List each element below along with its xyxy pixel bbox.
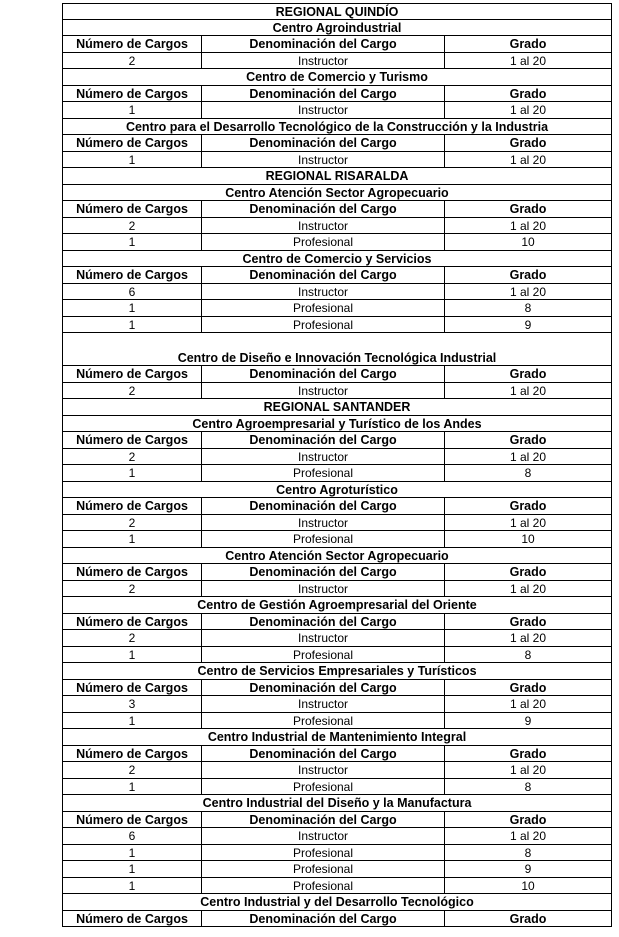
cell-grade: 8 — [524, 466, 532, 480]
center-row — [63, 597, 611, 614]
table-row — [63, 845, 611, 862]
cell-grade: 8 — [524, 845, 532, 860]
header-count: Número de Cargos — [76, 202, 188, 216]
center-row — [63, 416, 611, 433]
column-header-row — [63, 614, 611, 631]
header-grade: Grado — [509, 136, 547, 150]
center-row — [63, 185, 611, 202]
cell-grade: 1 al 20 — [509, 631, 547, 645]
header-grade: Grado — [509, 268, 547, 282]
header-name: Denominación del Cargo — [201, 498, 445, 514]
cell-name: Instructor — [201, 828, 445, 844]
cell-count: 2 — [128, 383, 136, 398]
header-count: Número de Cargos — [76, 136, 188, 150]
header-count: Número de Cargos — [76, 367, 188, 381]
column-header-row — [63, 86, 611, 103]
cell-name: Profesional — [201, 234, 445, 250]
cell-name: Instructor — [201, 102, 445, 118]
cell-grade: 9 — [524, 862, 532, 876]
table-row — [63, 630, 611, 647]
header-count: Número de Cargos — [76, 746, 188, 761]
cell-grade: 1 al 20 — [509, 218, 547, 233]
table-row — [63, 317, 611, 334]
table-row — [63, 515, 611, 532]
cell-name: Instructor — [201, 762, 445, 778]
table-row — [63, 878, 611, 895]
column-header-row — [63, 911, 611, 928]
cell-count: 6 — [128, 284, 136, 299]
cell-grade: 1 al 20 — [509, 103, 547, 117]
header-count: Número de Cargos — [76, 680, 188, 695]
region-row — [63, 399, 611, 416]
header-grade: Grado — [509, 367, 547, 381]
cell-grade: 1 al 20 — [509, 449, 547, 464]
cell-name: Profesional — [201, 845, 445, 861]
header-grade: Grado — [509, 680, 547, 695]
column-header-row — [63, 135, 611, 152]
cell-name: Profesional — [201, 779, 445, 795]
table-row — [63, 531, 611, 548]
header-name: Denominación del Cargo — [201, 746, 445, 762]
column-header-row — [63, 267, 611, 284]
cell-grade: 8 — [524, 301, 532, 315]
cell-count: 1 — [128, 301, 136, 315]
cell-count: 2 — [128, 631, 136, 645]
center-row — [63, 69, 611, 86]
center-title: Centro Industrial del Diseño y la Manufactura — [202, 796, 472, 810]
center-title: Centro de Diseño e Innovación Tecnológica Industrial — [177, 350, 497, 365]
cell-grade: 10 — [521, 878, 535, 893]
header-grade: Grado — [509, 86, 547, 101]
table-row — [63, 762, 611, 779]
center-title: Centro Agroempresarial y Turístico de los Andes — [192, 416, 482, 431]
cell-grade: 1 al 20 — [509, 829, 547, 843]
positions-table — [62, 3, 612, 927]
cell-count: 1 — [128, 532, 136, 546]
center-title: Centro Agroindustrial — [272, 20, 402, 35]
center-row — [63, 729, 611, 746]
table-row — [63, 300, 611, 317]
center-row — [63, 20, 611, 37]
cell-name: Instructor — [201, 515, 445, 531]
table-row — [63, 861, 611, 878]
center-row — [63, 119, 611, 136]
center-title: Centro de Servicios Empresariales y Turísticos — [197, 664, 477, 678]
header-name: Denominación del Cargo — [201, 614, 445, 630]
cell-count: 3 — [128, 697, 136, 711]
center-row — [63, 795, 611, 812]
header-count: Número de Cargos — [76, 499, 188, 513]
header-count: Número de Cargos — [76, 565, 188, 579]
table-row — [63, 284, 611, 301]
center-title: Centro de Comercio y Turismo — [246, 70, 428, 84]
cell-count: 1 — [128, 779, 136, 794]
cell-count: 1 — [128, 713, 136, 728]
cell-name: Instructor — [201, 284, 445, 300]
header-count: Número de Cargos — [76, 911, 188, 926]
center-row — [63, 350, 611, 367]
table-row — [63, 713, 611, 730]
table-row — [63, 102, 611, 119]
cell-count: 1 — [128, 647, 136, 662]
cell-name: Profesional — [201, 300, 445, 316]
cell-grade: 1 al 20 — [509, 284, 547, 299]
header-name: Denominación del Cargo — [201, 366, 445, 382]
header-name: Denominación del Cargo — [201, 267, 445, 283]
cell-grade: 10 — [521, 532, 535, 546]
table-row — [63, 465, 611, 482]
cell-count: 1 — [128, 878, 136, 893]
cell-count: 2 — [128, 449, 136, 464]
cell-grade: 1 al 20 — [509, 383, 547, 398]
cell-grade: 1 al 20 — [509, 152, 547, 167]
center-row — [63, 548, 611, 565]
cell-grade: 9 — [524, 713, 532, 728]
header-grade: Grado — [509, 746, 547, 761]
column-header-row — [63, 36, 611, 53]
table-row — [63, 696, 611, 713]
center-row — [63, 482, 611, 499]
cell-count: 2 — [128, 218, 136, 233]
center-title: Centro de Gestión Agroempresarial del Oriente — [197, 598, 477, 612]
header-grade: Grado — [509, 433, 547, 447]
table-row — [63, 218, 611, 235]
center-title: Centro Industrial y del Desarrollo Tecnológico — [200, 895, 474, 909]
cell-name: Instructor — [201, 383, 445, 399]
header-name: Denominación del Cargo — [201, 201, 445, 217]
column-header-row — [63, 746, 611, 763]
header-count: Número de Cargos — [76, 37, 188, 51]
region-title: REGIONAL RISARALDA — [265, 169, 409, 183]
cell-name: Instructor — [201, 53, 445, 69]
center-title: Centro Agroturístico — [276, 482, 398, 497]
table-row — [63, 234, 611, 251]
table-row — [63, 152, 611, 169]
header-name: Denominación del Cargo — [201, 680, 445, 696]
header-name: Denominación del Cargo — [201, 36, 445, 52]
cell-name: Profesional — [201, 531, 445, 547]
header-name: Denominación del Cargo — [201, 812, 445, 828]
header-count: Número de Cargos — [76, 433, 188, 447]
header-name: Denominación del Cargo — [201, 135, 445, 151]
table-row — [63, 779, 611, 796]
center-title: Centro Industrial de Mantenimiento Integral — [207, 730, 467, 744]
table-row — [63, 383, 611, 400]
header-grade: Grado — [509, 911, 547, 926]
column-header-row — [63, 564, 611, 581]
cell-name: Instructor — [201, 630, 445, 646]
header-name: Denominación del Cargo — [201, 86, 445, 102]
cell-name: Instructor — [201, 581, 445, 597]
column-header-row — [63, 432, 611, 449]
header-count: Número de Cargos — [76, 268, 188, 282]
center-title: Centro Atención Sector Agropecuario — [225, 185, 449, 200]
header-count: Número de Cargos — [76, 812, 188, 827]
cell-count: 2 — [128, 515, 136, 530]
center-row — [63, 663, 611, 680]
cell-count: 2 — [128, 763, 136, 777]
center-title: Centro para el Desarrollo Tecnológico de la Construcción y la Industria — [125, 119, 549, 134]
table-row — [63, 647, 611, 664]
center-title: Centro Atención Sector Agropecuario — [225, 548, 449, 563]
center-title: Centro de Comercio y Servicios — [242, 251, 432, 266]
header-grade: Grado — [509, 812, 547, 827]
column-header-row — [63, 812, 611, 829]
cell-grade: 1 al 20 — [509, 697, 547, 711]
header-name: Denominación del Cargo — [201, 911, 445, 927]
cell-grade: 1 al 20 — [509, 515, 547, 530]
header-name: Denominación del Cargo — [201, 564, 445, 580]
table-row — [63, 53, 611, 70]
cell-count: 1 — [128, 235, 136, 249]
cell-grade: 9 — [524, 317, 532, 332]
cell-grade: 8 — [524, 779, 532, 794]
center-row — [63, 894, 611, 911]
cell-count: 2 — [128, 581, 136, 596]
cell-count: 1 — [128, 103, 136, 117]
cell-grade: 1 al 20 — [509, 581, 547, 596]
column-header-row — [63, 498, 611, 515]
cell-grade: 1 al 20 — [509, 53, 547, 68]
region-row — [63, 168, 611, 185]
cell-name: Profesional — [201, 317, 445, 333]
cell-name: Instructor — [201, 449, 445, 465]
section-spacer — [63, 333, 611, 350]
cell-name: Profesional — [201, 713, 445, 729]
cell-name: Profesional — [201, 878, 445, 894]
region-title: REGIONAL QUINDÍO — [275, 5, 399, 19]
cell-grade: 10 — [521, 235, 535, 249]
center-row — [63, 251, 611, 268]
cell-grade: 8 — [524, 647, 532, 662]
cell-name: Profesional — [201, 647, 445, 663]
header-count: Número de Cargos — [76, 614, 188, 629]
cell-name: Instructor — [201, 152, 445, 168]
cell-grade: 1 al 20 — [509, 763, 547, 777]
table-row — [63, 581, 611, 598]
column-header-row — [63, 680, 611, 697]
cell-count: 1 — [128, 317, 136, 332]
header-grade: Grado — [509, 499, 547, 513]
cell-count: 2 — [128, 53, 136, 68]
header-name: Denominación del Cargo — [201, 432, 445, 448]
column-header-row — [63, 366, 611, 383]
cell-name: Instructor — [201, 218, 445, 234]
header-grade: Grado — [509, 202, 547, 216]
cell-count: 6 — [128, 829, 136, 843]
cell-count: 1 — [128, 152, 136, 167]
region-row — [63, 3, 611, 20]
cell-count: 1 — [128, 466, 136, 480]
region-title: REGIONAL SANTANDER — [263, 400, 411, 414]
table-row — [63, 828, 611, 845]
cell-count: 1 — [128, 845, 136, 860]
cell-count: 1 — [128, 862, 136, 876]
header-grade: Grado — [509, 614, 547, 629]
header-count: Número de Cargos — [76, 86, 188, 101]
cell-name: Profesional — [201, 861, 445, 877]
table-row — [63, 449, 611, 466]
header-grade: Grado — [509, 565, 547, 579]
header-grade: Grado — [509, 37, 547, 51]
cell-name: Profesional — [201, 465, 445, 481]
column-header-row — [63, 201, 611, 218]
cell-name: Instructor — [201, 696, 445, 712]
